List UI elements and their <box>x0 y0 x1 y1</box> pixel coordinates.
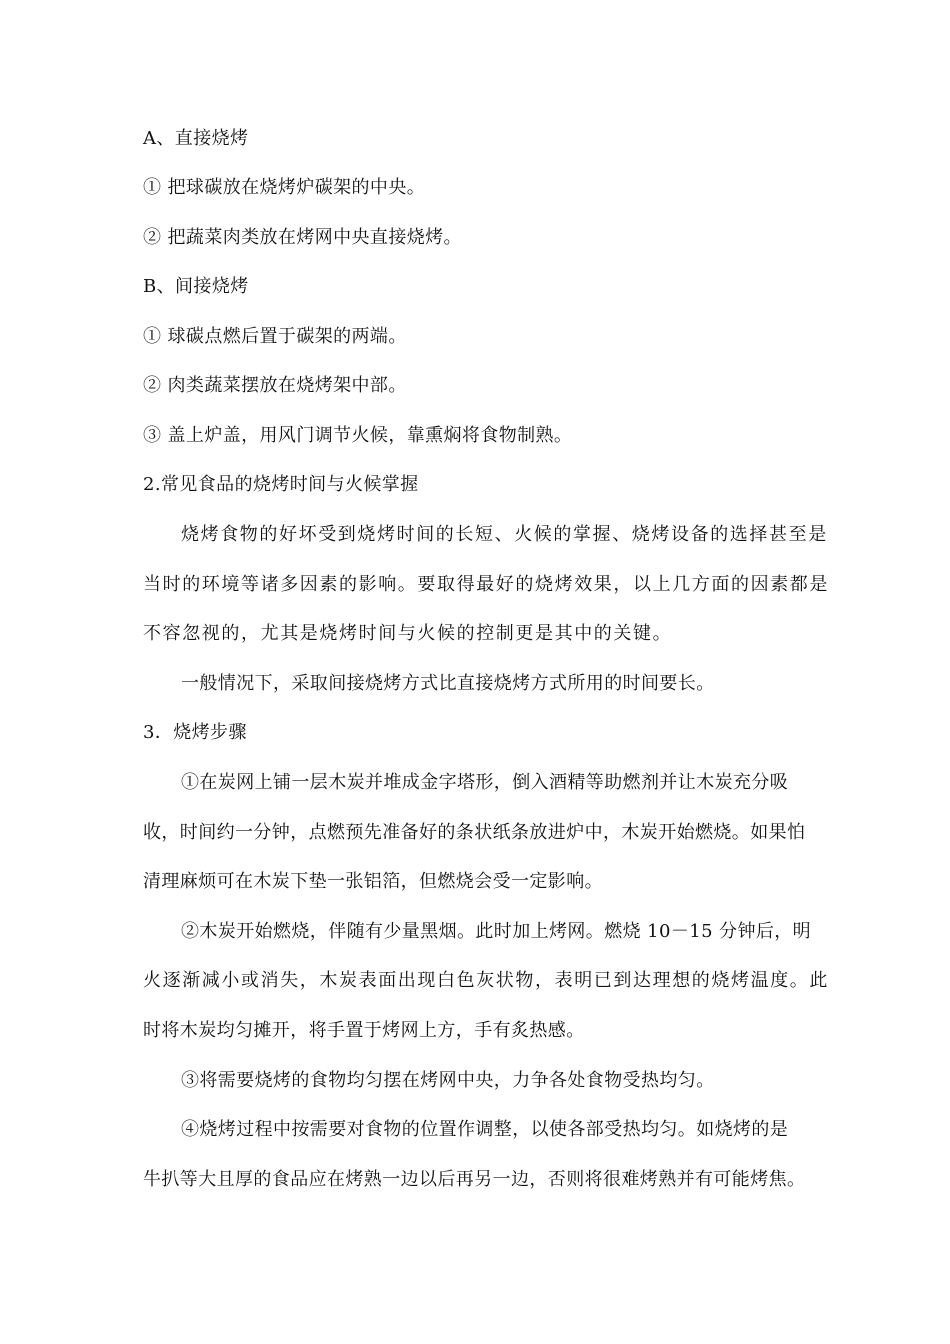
paragraph-line: 当时的环境等诸多因素的影响。要取得最好的烧烤效果，以上几方面的因素都是 <box>143 574 829 595</box>
step-paragraph-line: 时将木炭均匀摊开，将手置于烤网上方，手有炙热感。 <box>143 1020 585 1041</box>
heading-direct-grilling: A、直接烧烤 <box>143 128 249 149</box>
paragraph-line: 一般情况下，采取间接烧烤方式比直接烧烤方式所用的时间要长。 <box>181 673 715 694</box>
step-paragraph-line: 牛扒等大且厚的食品应在烤熟一边以后再另一边，否则将很难烤熟并有可能烤焦。 <box>143 1169 806 1190</box>
indirect-step-2: ② 肉类蔬菜摆放在烧烤架中部。 <box>143 375 407 396</box>
direct-step-1: ① 把球碳放在烧烤炉碳架的中央。 <box>143 177 426 198</box>
step-paragraph-line: 收，时间约一分钟，点燃预先准备好的条状纸条放进炉中，木炭开始燃烧。如果怕 <box>143 822 806 843</box>
heading-indirect-grilling: B、间接烧烤 <box>143 276 249 297</box>
step-paragraph-line: ②木炭开始燃烧，伴随有少量黑烟。此时加上烤网。燃烧 10－15 分钟后，明 <box>181 921 812 942</box>
section-heading-steps: 3．烧烤步骤 <box>143 722 247 743</box>
step-paragraph-line: 火逐渐减小或消失，木炭表面出现白色灰状物，表明已到达理想的烧烤温度。此 <box>143 970 829 991</box>
indirect-step-1: ① 球碳点燃后置于碳架的两端。 <box>143 326 407 347</box>
paragraph-line: 不容忽视的，尤其是烧烤时间与火候的控制更是其中的关键。 <box>143 623 673 644</box>
step-paragraph-line: 清理麻烦可在木炭下垫一张铝箔，但燃烧会受一定影响。 <box>143 871 603 892</box>
indirect-step-3: ③ 盖上炉盖，用风门调节火候，靠熏焖将食物制熟。 <box>143 425 573 446</box>
direct-step-2: ② 把蔬菜肉类放在烤网中央直接烧烤。 <box>143 227 462 248</box>
step-paragraph-line: ①在炭网上铺一层木炭并堆成金字塔形，倒入酒精等助燃剂并让木炭充分吸 <box>181 772 789 793</box>
step-paragraph-line: ④烧烤过程中按需要对食物的位置作调整，以使各部受热均匀。如烧烤的是 <box>181 1119 789 1140</box>
section-heading-time-heat: 2.常见食品的烧烤时间与火候掌握 <box>143 474 419 495</box>
paragraph-line: 烧烤食物的好坏受到烧烤时间的长短、火候的掌握、烧烤设备的选择甚至是 <box>181 524 828 545</box>
step-paragraph-line: ③将需要烧烤的食物均匀摆在烤网中央，力争各处食物受热均匀。 <box>181 1070 715 1091</box>
